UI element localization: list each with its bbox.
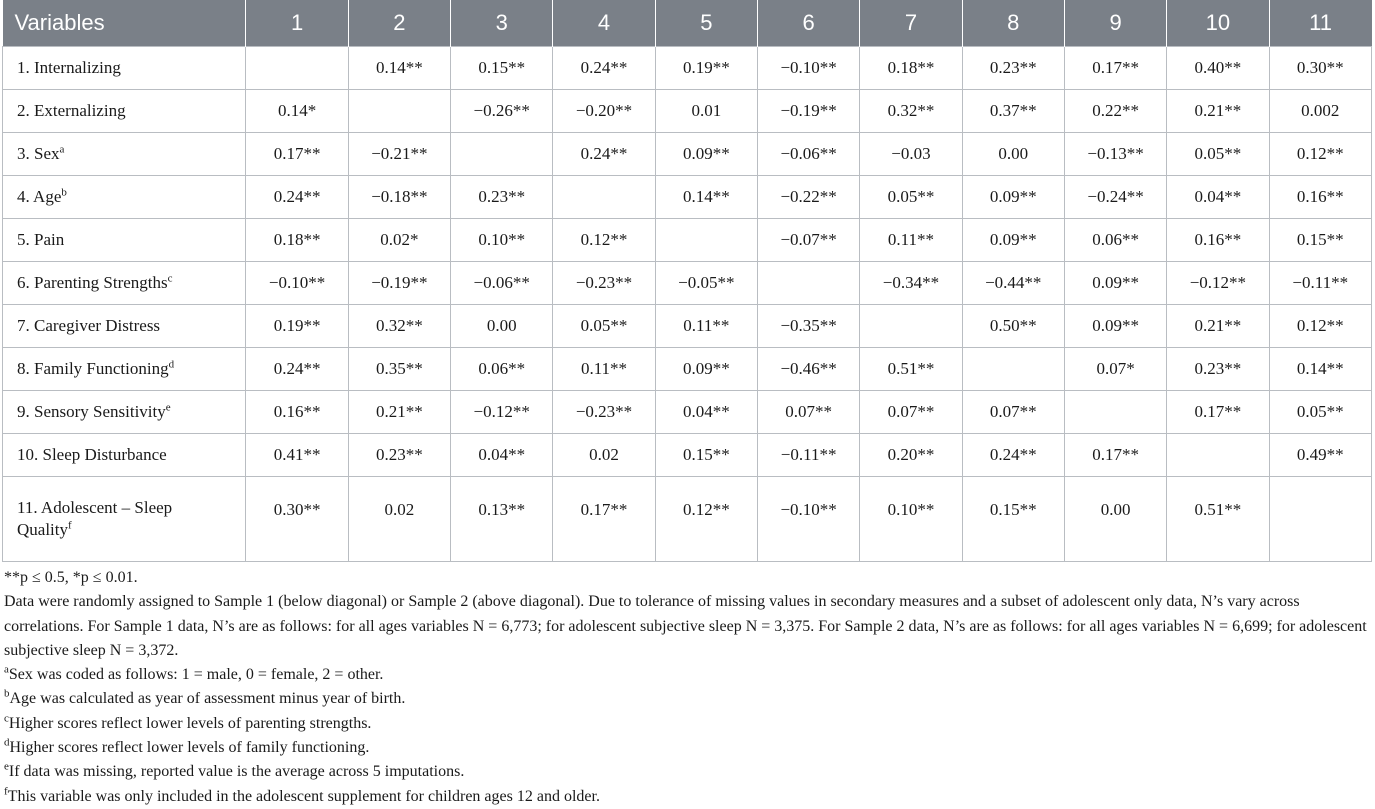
row-label bbox=[3, 90, 246, 133]
correlation-cell: 0.24** bbox=[246, 176, 348, 219]
correlation-cell: 0.17** bbox=[1167, 391, 1269, 434]
footnote-mark: b bbox=[4, 688, 10, 701]
correlation-cell: 0.01 bbox=[655, 90, 757, 133]
correlation-cell: 0.07** bbox=[757, 391, 859, 434]
row-label bbox=[3, 219, 246, 262]
correlation-cell: 0.04** bbox=[451, 434, 553, 477]
header-col-1: 1 bbox=[246, 0, 348, 47]
correlation-cell: 0.15** bbox=[962, 477, 1064, 562]
correlation-cell: 0.09** bbox=[655, 348, 757, 391]
footnote-marker: b bbox=[61, 186, 67, 199]
correlation-cell: −0.07** bbox=[757, 219, 859, 262]
correlation-cell: 0.00 bbox=[1064, 477, 1166, 562]
correlation-cell: 0.12** bbox=[655, 477, 757, 562]
footnote-marker: c bbox=[167, 272, 173, 285]
correlation-cell: 0.05** bbox=[553, 305, 655, 348]
header-col-4: 4 bbox=[553, 0, 655, 47]
footnote-mark: a bbox=[4, 663, 9, 676]
correlation-cell: 0.13** bbox=[451, 477, 553, 562]
correlation-cell: −0.10** bbox=[757, 477, 859, 562]
row-label bbox=[3, 477, 246, 562]
correlation-cell: −0.11** bbox=[757, 434, 859, 477]
correlation-cell: −0.21** bbox=[348, 133, 450, 176]
correlation-cell: 0.16** bbox=[246, 391, 348, 434]
footnotes bbox=[4, 663, 1372, 809]
row-label bbox=[3, 262, 246, 305]
correlation-cell: −0.35** bbox=[757, 305, 859, 348]
footnote-e bbox=[4, 760, 1372, 784]
correlation-cell bbox=[860, 305, 962, 348]
correlation-cell: −0.18** bbox=[348, 176, 450, 219]
correlation-cell: −0.10** bbox=[757, 47, 859, 90]
footnote-text: If data was missing, reported value is the average across 5 imputations. bbox=[8, 763, 465, 781]
correlation-cell: 0.11** bbox=[553, 348, 655, 391]
correlation-cell bbox=[655, 219, 757, 262]
footnote-marker: a bbox=[59, 143, 65, 156]
footnote-d bbox=[4, 736, 1372, 760]
correlation-cell: −0.10** bbox=[246, 262, 348, 305]
correlation-cell: 0.05** bbox=[1269, 391, 1371, 434]
correlation-cell: −0.23** bbox=[553, 391, 655, 434]
correlation-cell: 0.09** bbox=[1064, 305, 1166, 348]
table-row bbox=[3, 47, 1372, 90]
correlation-cell: −0.13** bbox=[1064, 133, 1166, 176]
correlation-cell: 0.21** bbox=[1167, 90, 1269, 133]
correlation-cell: 0.10** bbox=[860, 477, 962, 562]
row-label-text: 11. Adolescent – Sleep bbox=[17, 498, 173, 517]
row-label-text-line2: Quality bbox=[17, 520, 68, 539]
correlation-cell: 0.17** bbox=[246, 133, 348, 176]
row-label-text: 2. Externalizing bbox=[17, 101, 126, 120]
correlation-cell: 0.10** bbox=[451, 219, 553, 262]
correlation-cell: 0.02* bbox=[348, 219, 450, 262]
footnote-f bbox=[4, 785, 1372, 809]
correlation-cell bbox=[1269, 477, 1371, 562]
correlation-cell: 0.24** bbox=[553, 133, 655, 176]
row-label bbox=[3, 176, 246, 219]
correlation-cell: 0.51** bbox=[1167, 477, 1269, 562]
header-col-3: 3 bbox=[451, 0, 553, 47]
row-label-text: 4. Age bbox=[17, 187, 62, 206]
correlation-cell: 0.14** bbox=[1269, 348, 1371, 391]
correlation-cell: 0.09** bbox=[962, 176, 1064, 219]
correlation-cell bbox=[348, 90, 450, 133]
header-col-10: 10 bbox=[1167, 0, 1269, 47]
correlation-cell: 0.09** bbox=[655, 133, 757, 176]
correlation-cell: −0.11** bbox=[1269, 262, 1371, 305]
correlation-cell bbox=[246, 47, 348, 90]
row-label bbox=[3, 133, 246, 176]
correlation-cell: 0.05** bbox=[1167, 133, 1269, 176]
correlation-cell: −0.19** bbox=[348, 262, 450, 305]
correlation-cell: 0.002 bbox=[1269, 90, 1371, 133]
header-col-2: 2 bbox=[348, 0, 450, 47]
correlation-cell: −0.44** bbox=[962, 262, 1064, 305]
table-header bbox=[3, 0, 1372, 47]
correlation-cell: 0.17** bbox=[1064, 47, 1166, 90]
correlation-cell: 0.18** bbox=[860, 47, 962, 90]
table-row bbox=[3, 434, 1372, 477]
correlation-cell: −0.03 bbox=[860, 133, 962, 176]
correlation-cell: −0.46** bbox=[757, 348, 859, 391]
correlation-cell: 0.32** bbox=[860, 90, 962, 133]
significance-note: **p ≤ 0.5, *p ≤ 0.01. bbox=[4, 569, 138, 586]
table-row bbox=[3, 348, 1372, 391]
table-row bbox=[3, 477, 1372, 562]
footnote-b bbox=[4, 687, 1372, 711]
footnote-text: This variable was only included in the adolescent supplement for children ages 12 and older. bbox=[7, 787, 600, 805]
correlation-cell: 0.37** bbox=[962, 90, 1064, 133]
row-label bbox=[3, 305, 246, 348]
correlation-cell: 0.11** bbox=[655, 305, 757, 348]
footnote-marker: e bbox=[165, 401, 171, 414]
correlation-cell: 0.05** bbox=[860, 176, 962, 219]
row-label-text: 7. Caregiver Distress bbox=[17, 316, 161, 335]
correlation-cell bbox=[962, 348, 1064, 391]
correlation-cell: 0.21** bbox=[1167, 305, 1269, 348]
correlation-cell: 0.04** bbox=[1167, 176, 1269, 219]
description-note: Data were randomly assigned to Sample 1 (below diagonal) or Sample 2 (above diagonal). Due to tolerance of missing values in secondary measures and a subset of adolescent only data, N’s vary across correlations. For Sample 1 data, N’s are as follows: for all ages variables N = 6,773; for adolescent subjective sleep N = 3,375. For Sample 2 data, N’s are as follows: for all ages variables N = 6,699; for adolescent subjective sleep N = 3,372. bbox=[4, 593, 1367, 659]
correlation-cell: 0.04** bbox=[655, 391, 757, 434]
row-label-text: 6. Parenting Strengths bbox=[17, 273, 168, 292]
footnote-text: Higher scores reflect lower levels of parenting strengths. bbox=[8, 714, 372, 732]
correlation-cell: −0.34** bbox=[860, 262, 962, 305]
correlation-cell: 0.16** bbox=[1167, 219, 1269, 262]
correlation-cell: −0.12** bbox=[1167, 262, 1269, 305]
footnote-text: Higher scores reflect lower levels of family functioning. bbox=[9, 739, 370, 757]
correlation-cell: 0.24** bbox=[962, 434, 1064, 477]
correlation-cell: 0.14* bbox=[246, 90, 348, 133]
correlation-cell: 0.24** bbox=[246, 348, 348, 391]
header-col-5: 5 bbox=[655, 0, 757, 47]
correlation-cell: 0.06** bbox=[451, 348, 553, 391]
table-body bbox=[3, 47, 1372, 562]
header-col-11: 11 bbox=[1309, 10, 1332, 35]
correlation-cell: 0.14** bbox=[348, 47, 450, 90]
correlation-cell bbox=[1064, 391, 1166, 434]
row-label-text: 1. Internalizing bbox=[17, 58, 121, 77]
correlation-cell: −0.20** bbox=[553, 90, 655, 133]
table-row bbox=[3, 133, 1372, 176]
correlation-cell: −0.19** bbox=[757, 90, 859, 133]
row-label-text: 3. Sex bbox=[17, 144, 60, 163]
correlation-cell: 0.15** bbox=[451, 47, 553, 90]
correlation-cell: 0.14** bbox=[655, 176, 757, 219]
correlation-cell: −0.26** bbox=[451, 90, 553, 133]
correlation-cell bbox=[757, 262, 859, 305]
correlation-cell: −0.22** bbox=[757, 176, 859, 219]
correlation-cell: 0.23** bbox=[348, 434, 450, 477]
correlation-cell: 0.20** bbox=[860, 434, 962, 477]
correlation-cell: 0.07* bbox=[1064, 348, 1166, 391]
correlation-cell: 0.06** bbox=[1064, 219, 1166, 262]
table-row bbox=[3, 176, 1372, 219]
row-label bbox=[3, 47, 246, 90]
correlation-table bbox=[2, 0, 1372, 562]
correlation-cell: −0.12** bbox=[451, 391, 553, 434]
correlation-cell: 0.32** bbox=[348, 305, 450, 348]
correlation-cell: −0.23** bbox=[553, 262, 655, 305]
footnote-marker: f bbox=[68, 519, 72, 532]
table-row bbox=[3, 262, 1372, 305]
footnote-mark: c bbox=[4, 712, 9, 725]
correlation-cell bbox=[553, 176, 655, 219]
row-label-text: 10. Sleep Disturbance bbox=[17, 445, 167, 464]
correlation-cell: −0.24** bbox=[1064, 176, 1166, 219]
correlation-cell: 0.12** bbox=[1269, 133, 1371, 176]
correlation-cell: 0.41** bbox=[246, 434, 348, 477]
row-label-text: 5. Pain bbox=[17, 230, 65, 249]
correlation-cell: 0.00 bbox=[962, 133, 1064, 176]
correlation-cell: 0.12** bbox=[1269, 305, 1371, 348]
header-col-9: 9 bbox=[1064, 0, 1166, 47]
table-row bbox=[3, 391, 1372, 434]
correlation-cell: 0.23** bbox=[451, 176, 553, 219]
header-variables: Variables bbox=[3, 0, 246, 47]
correlation-cell: 0.02 bbox=[553, 434, 655, 477]
header-col-8: 8 bbox=[962, 0, 1064, 47]
correlation-cell: 0.15** bbox=[655, 434, 757, 477]
footnote-mark: e bbox=[4, 761, 9, 774]
correlation-cell: 0.23** bbox=[1167, 348, 1269, 391]
correlation-cell: 0.24** bbox=[553, 47, 655, 90]
footnote-mark: f bbox=[4, 785, 8, 798]
correlation-cell: −0.06** bbox=[451, 262, 553, 305]
correlation-cell: 0.00 bbox=[451, 305, 553, 348]
table-row bbox=[3, 219, 1372, 262]
correlation-cell: 0.30** bbox=[1269, 47, 1371, 90]
correlation-cell: 0.35** bbox=[348, 348, 450, 391]
correlation-cell: −0.06** bbox=[757, 133, 859, 176]
correlation-cell: −0.05** bbox=[655, 262, 757, 305]
correlation-cell: 0.15** bbox=[1269, 219, 1371, 262]
footnote-mark: d bbox=[4, 736, 10, 749]
row-label bbox=[3, 348, 246, 391]
row-label bbox=[3, 391, 246, 434]
row-label-text: 9. Sensory Sensitivity bbox=[17, 402, 166, 421]
footnote-a bbox=[4, 663, 1372, 687]
correlation-cell bbox=[451, 133, 553, 176]
correlation-cell: 0.49** bbox=[1269, 434, 1371, 477]
row-label-text: 8. Family Functioning bbox=[17, 359, 169, 378]
footnote-c bbox=[4, 712, 1372, 736]
correlation-cell: 0.11** bbox=[860, 219, 962, 262]
correlation-cell: 0.22** bbox=[1064, 90, 1166, 133]
correlation-cell: 0.07** bbox=[860, 391, 962, 434]
header-col-7: 7 bbox=[860, 0, 962, 47]
row-label bbox=[3, 434, 246, 477]
correlation-cell: 0.17** bbox=[553, 477, 655, 562]
footnote-text: Age was calculated as year of assessment minus year of birth. bbox=[9, 690, 406, 708]
correlation-cell: 0.09** bbox=[962, 219, 1064, 262]
table-notes bbox=[0, 566, 1372, 809]
correlation-cell: 0.23** bbox=[962, 47, 1064, 90]
header-row bbox=[3, 0, 1372, 47]
footnote-text: Sex was coded as follows: 1 = male, 0 = female, 2 = other. bbox=[8, 666, 384, 684]
correlation-cell: 0.16** bbox=[1269, 176, 1371, 219]
correlation-cell: 0.09** bbox=[1064, 262, 1166, 305]
correlation-cell: 0.17** bbox=[1064, 434, 1166, 477]
correlation-cell: 0.19** bbox=[655, 47, 757, 90]
correlation-cell: 0.50** bbox=[962, 305, 1064, 348]
header-col-6: 6 bbox=[757, 0, 859, 47]
correlation-cell: 0.07** bbox=[962, 391, 1064, 434]
correlation-cell: 0.21** bbox=[348, 391, 450, 434]
table-row bbox=[3, 90, 1372, 133]
correlation-cell: 0.40** bbox=[1167, 47, 1269, 90]
correlation-cell: 0.02 bbox=[348, 477, 450, 562]
footnote-marker: d bbox=[168, 358, 175, 371]
correlation-cell: 0.51** bbox=[860, 348, 962, 391]
table-row bbox=[3, 305, 1372, 348]
correlation-cell: 0.19** bbox=[246, 305, 348, 348]
correlation-cell bbox=[1167, 434, 1269, 477]
correlation-cell: 0.18** bbox=[246, 219, 348, 262]
correlation-cell: 0.30** bbox=[246, 477, 348, 562]
correlation-cell: 0.12** bbox=[553, 219, 655, 262]
